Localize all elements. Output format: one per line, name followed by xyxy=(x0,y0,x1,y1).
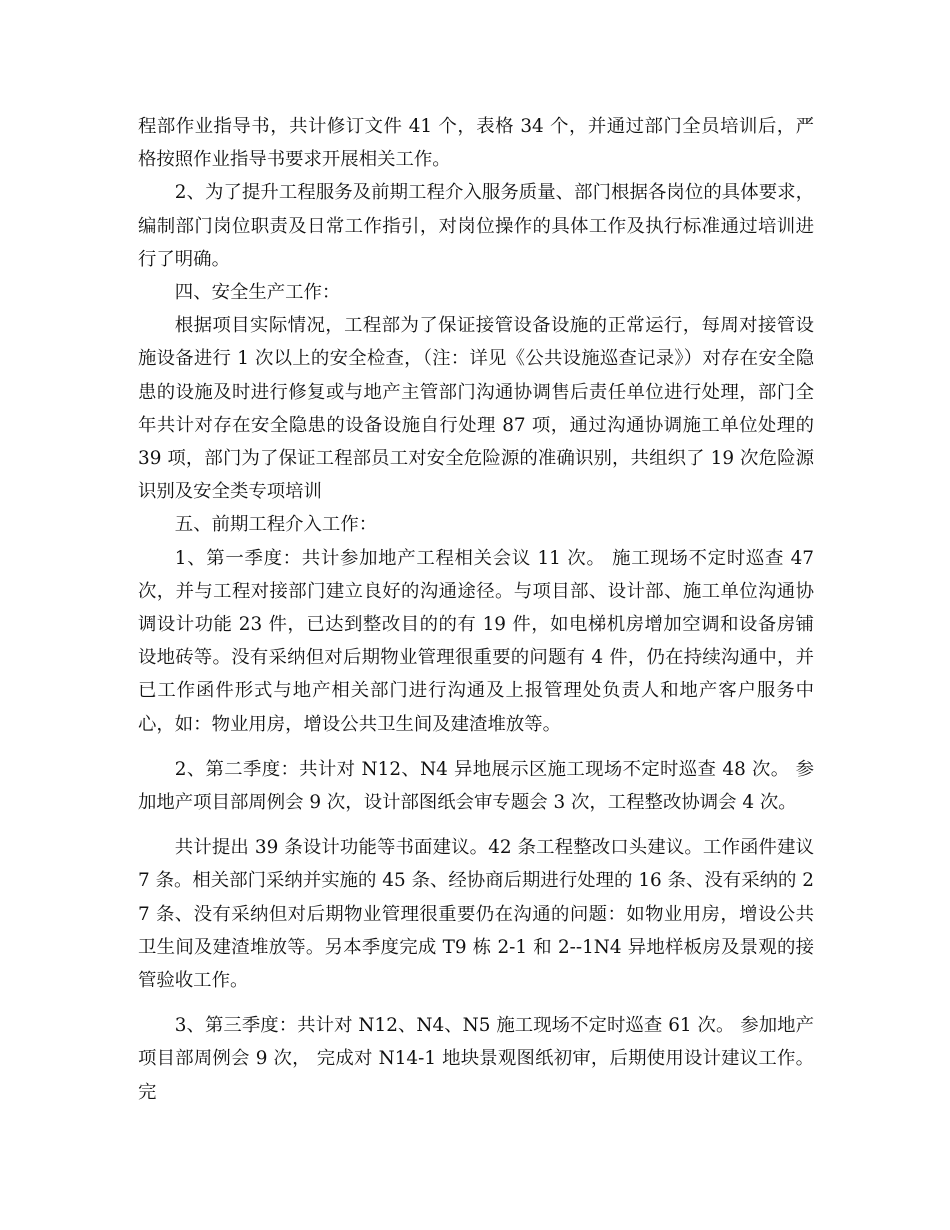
paragraph-item-2: 2、为了提升工程服务及前期工程介入服务质量、部门根据各岗位的具体要求，编制部门岗位职责及日常工作指引，对岗位操作的具体工作及执行标准通过培训进行了明确。 xyxy=(138,182,814,270)
section-heading-safety: 四、安全生产工作： xyxy=(174,282,341,304)
paragraph-safety-details: 根据项目实际情况，工程部为了保证接管设备设施的正常运行，每周对接管设施设备进行 1 次以上的安全检查，（注：详见《公共设施巡查记录》）对存在安全隐患的设施及时进行修复或与地产主管部门沟通协调售后责任单位进行处理，部门全年共计对存在安全隐患的设备设施自行处理 87 项，通过沟通协调施工单位处理的 39 项，部门为了保证工程部员工对安全危险源的准确识别，共组织了 19 次危险源识别及安全类专项培训 xyxy=(138,315,820,503)
paragraph-continuation: 程部作业指导书，共计修订文件 41 个，表格 34 个，并通过部门全员培训后，严格按照作业指导书要求开展相关工作。 xyxy=(138,116,814,171)
document-body xyxy=(138,110,820,1109)
paragraph-quarter-2: 2、第二季度：共计对 N12、N4 异地展示区施工现场不定时巡查 48 次。 参加地产项目部周例会 9 次，设计部图纸会审专题会 3 次，工程整改协调会 4 次。 xyxy=(138,758,814,814)
paragraph-quarter-3: 3、第三季度：共计对 N12、N4、N5 施工现场不定时巡查 61 次。 参加地产项目部周例会 9 次， 完成对 N14-1 地块景观图纸初审，后期使用设计建议工作。完 xyxy=(138,1015,814,1103)
section-heading-early-intervention: 五、前期工程介入工作： xyxy=(174,514,378,536)
paragraph-suggestions-summary: 共计提出 39 条设计功能等书面建议。42 条工程整改口头建议。工作函件建议 7 条。相关部门采纳并实施的 45 条、经协商后期进行处理的 16 条、没有采纳的 27 条、没有采纳但对后期物业管理很重要仍在沟通的问题：如物业用房，增设公共卫生间及建渣堆放等。另本季度完成 T9 栋 2-1 和 2--1N4 异地样板房及景观的接管验收工作。 xyxy=(138,837,820,992)
paragraph-quarter-1: 1、第一季度：共计参加地产工程相关会议 11 次。 施工现场不定时巡查 47 次，并与工程对接部门建立良好的沟通途径。与项目部、设计部、施工单位沟通协调设计功能 23 件，已达到整改目的的有 19 件，如电梯机房增加空调和设备房铺设地砖等。没有采纳但对后期物业管理很重要的问题有 4 件，仍在持续沟通中，并已工作函件形式与地产相关部门进行沟通及上报管理处负责人和地产客户服务中心，如：物业用房，增设公共卫生间及建渣堆放等。 xyxy=(138,547,820,735)
